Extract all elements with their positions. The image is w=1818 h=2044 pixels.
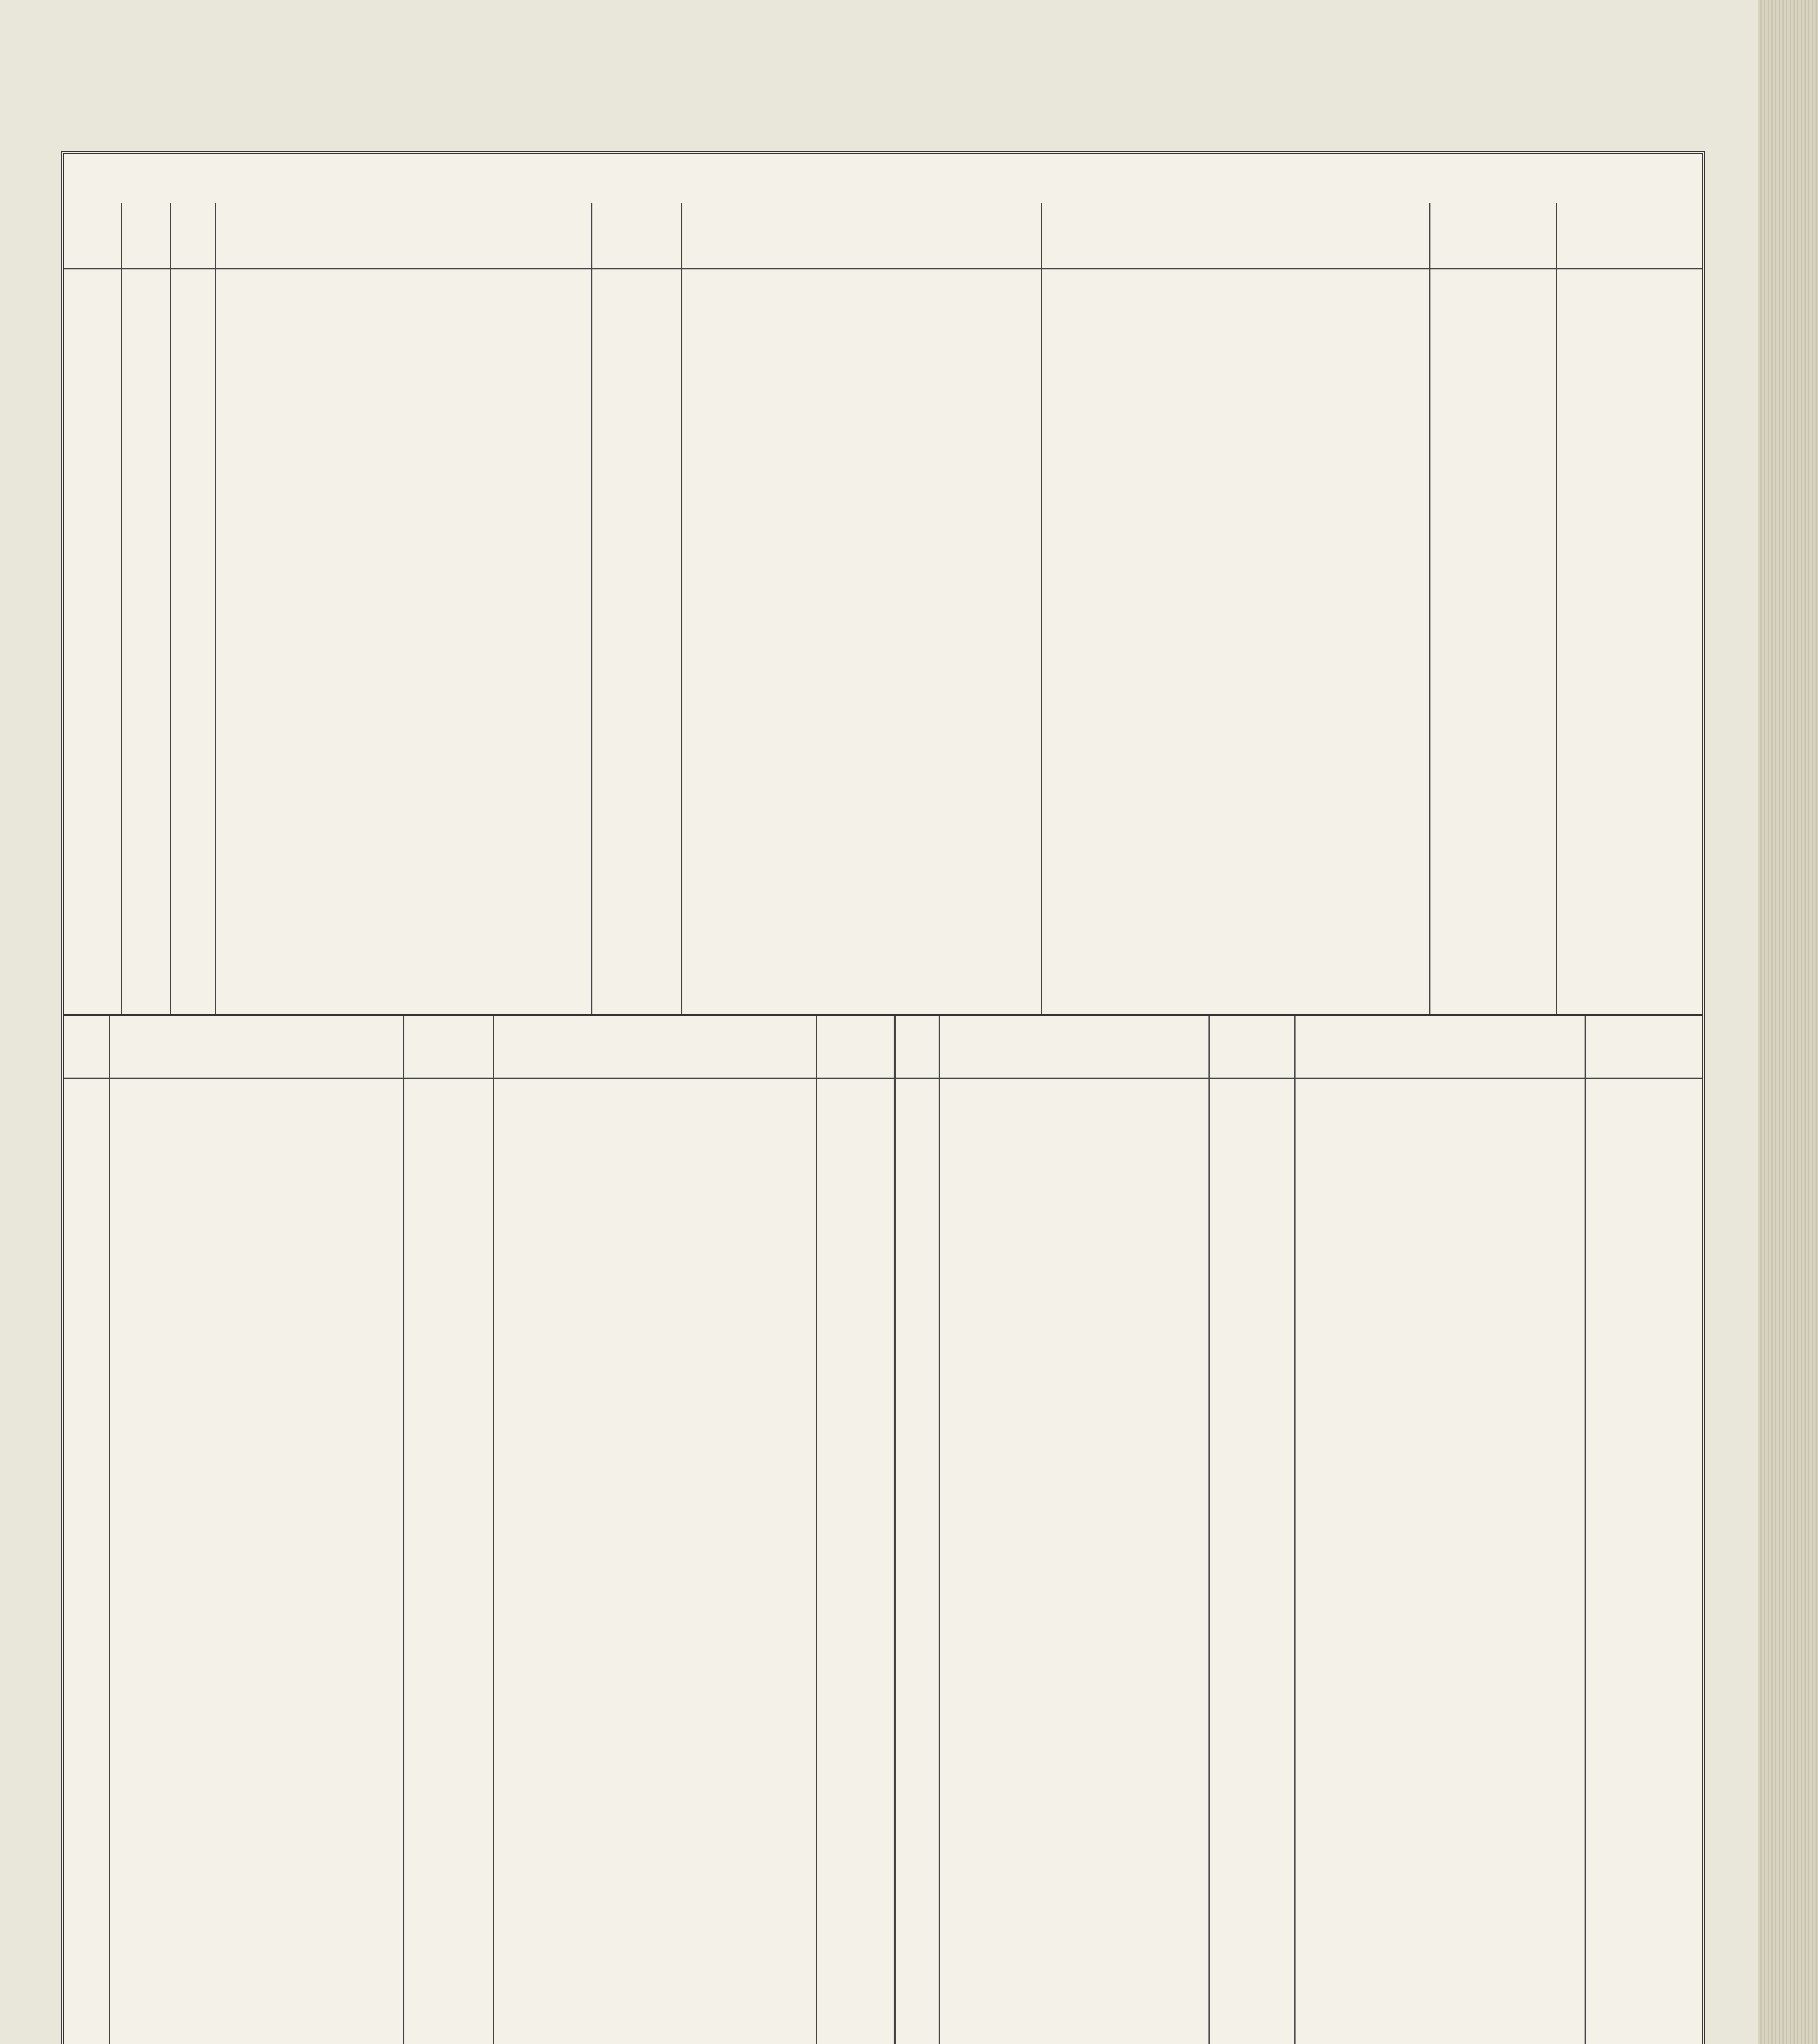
col-rule (1585, 1016, 1586, 2044)
col-rule (1041, 203, 1042, 1014)
col-rule (1208, 1016, 1210, 2044)
col-rule (1294, 1016, 1296, 2044)
top-table (64, 203, 1702, 1016)
col-rule (170, 203, 171, 1014)
col-rule (681, 203, 682, 1014)
col-rule (816, 1016, 817, 2044)
col-rule (109, 1016, 110, 2044)
col-rule (1556, 203, 1557, 1014)
col-rule (403, 1016, 404, 2044)
col-rule (591, 203, 592, 1014)
bottom-header-rule (64, 1078, 1702, 1079)
bottom-table (64, 1016, 1702, 2044)
price-sheet (61, 151, 1705, 2044)
col-rule (493, 1016, 494, 2044)
top-header-rule (64, 268, 1702, 269)
col-rule (939, 1016, 940, 2044)
col-rule (215, 203, 216, 1014)
col-rule (1429, 203, 1430, 1014)
col-rule (121, 203, 122, 1014)
page-edge (1758, 0, 1818, 2044)
col-rule (894, 1016, 896, 2044)
